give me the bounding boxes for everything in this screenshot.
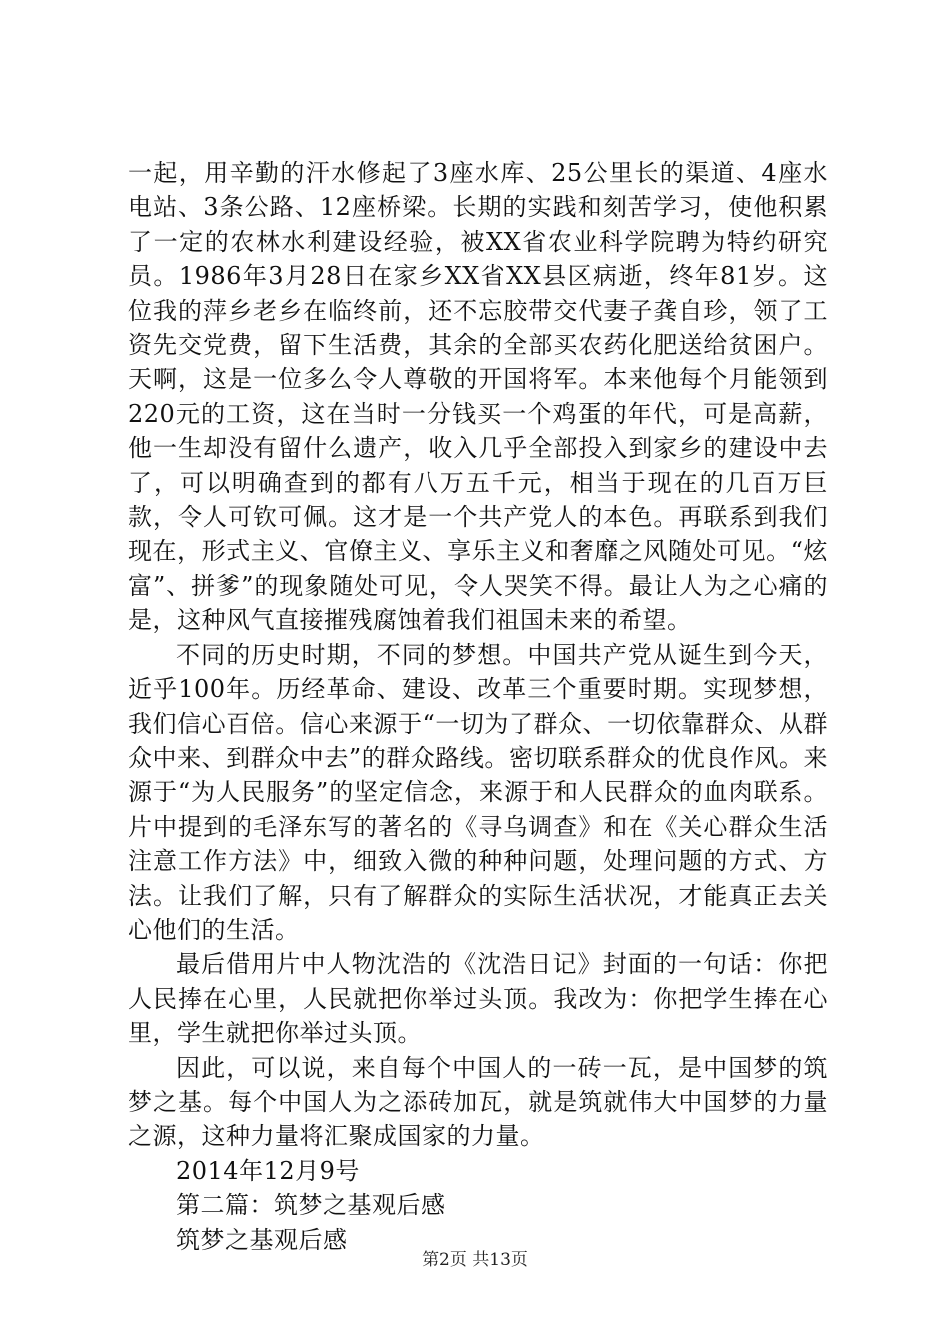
paragraph-continuation: 一起，用辛勤的汗水修起了3座水库、25公里长的渠道、4座水电站、3条公路、12座桥梁。长期的实践和刻苦学习，使他积累了一定的农林水利建设经验，被XX省农业科学院聘为特约研究员。1986年3月28日在家乡XX省XX县区病逝，终年81岁。这位我的萍乡老乡在临终前，还不忘胶带交代妻子龚自珍，领了工资先交党费，留下生活费，其余的全部买农药化肥送给贫困户。天啊，这是一位多么令人尊敬的开国将军。本来他每个月能领到220元的工资，这在当时一分钱买一个鸡蛋的年代，可是高薪，他一生却没有留什么遗产，收入几乎全部投入到家乡的建设中去了，可以明确查到的都有八万五千元，相当于现在的几百万巨款，令人可钦可佩。这才是一个共产党人的本色。再联系到我们现在，形式主义、官僚主义、享乐主义和奢靡之风随处可见。“炫富”、拼爹”的现象随处可见，令人哭笑不得。最让人为之心痛的是，这种风气直接摧残腐蚀着我们祖国未来的希望。 bbox=[128, 159, 828, 635]
section-subtitle: 筑梦之基观后感 bbox=[176, 1225, 348, 1254]
page-number: 第2页 共13页 bbox=[422, 1250, 528, 1270]
document-body bbox=[128, 156, 828, 1257]
page-footer bbox=[0, 1245, 950, 1270]
section-title: 第二篇：筑梦之基观后感 bbox=[176, 1191, 446, 1220]
document-date: 2014年12月9号 bbox=[176, 1156, 360, 1185]
paragraph: 不同的历史时期，不同的梦想。中国共产党从诞生到今天，近乎100年。历经革命、建设、改革三个重要时期。实现梦想，我们信心百倍。信心来源于“一切为了群众、一切依靠群众、从群众中来、到群众中去”的群众路线。密切联系群众的优良作风。来源于“为人民服务”的坚定信念，来源于和人民群众的血肉联系。片中提到的毛泽东写的著名的《寻乌调查》和在《关心群众生活注意工作方法》中，细致入微的种种问题，处理问题的方式、方法。让我们了解，只有了解群众的实际生活状况，才能真正去关心他们的生活。 bbox=[128, 640, 828, 944]
paragraph: 因此，可以说，来自每个中国人的一砖一瓦，是中国梦的筑梦之基。每个中国人为之添砖加瓦，就是筑就伟大中国梦的力量之源，这种力量将汇聚成国家的力量。 bbox=[128, 1053, 828, 1151]
paragraph: 最后借用片中人物沈浩的《沈浩日记》封面的一句话：你把人民捧在心里，人民就把你举过头顶。我改为：你把学生捧在心里，学生就把你举过头顶。 bbox=[128, 950, 828, 1048]
